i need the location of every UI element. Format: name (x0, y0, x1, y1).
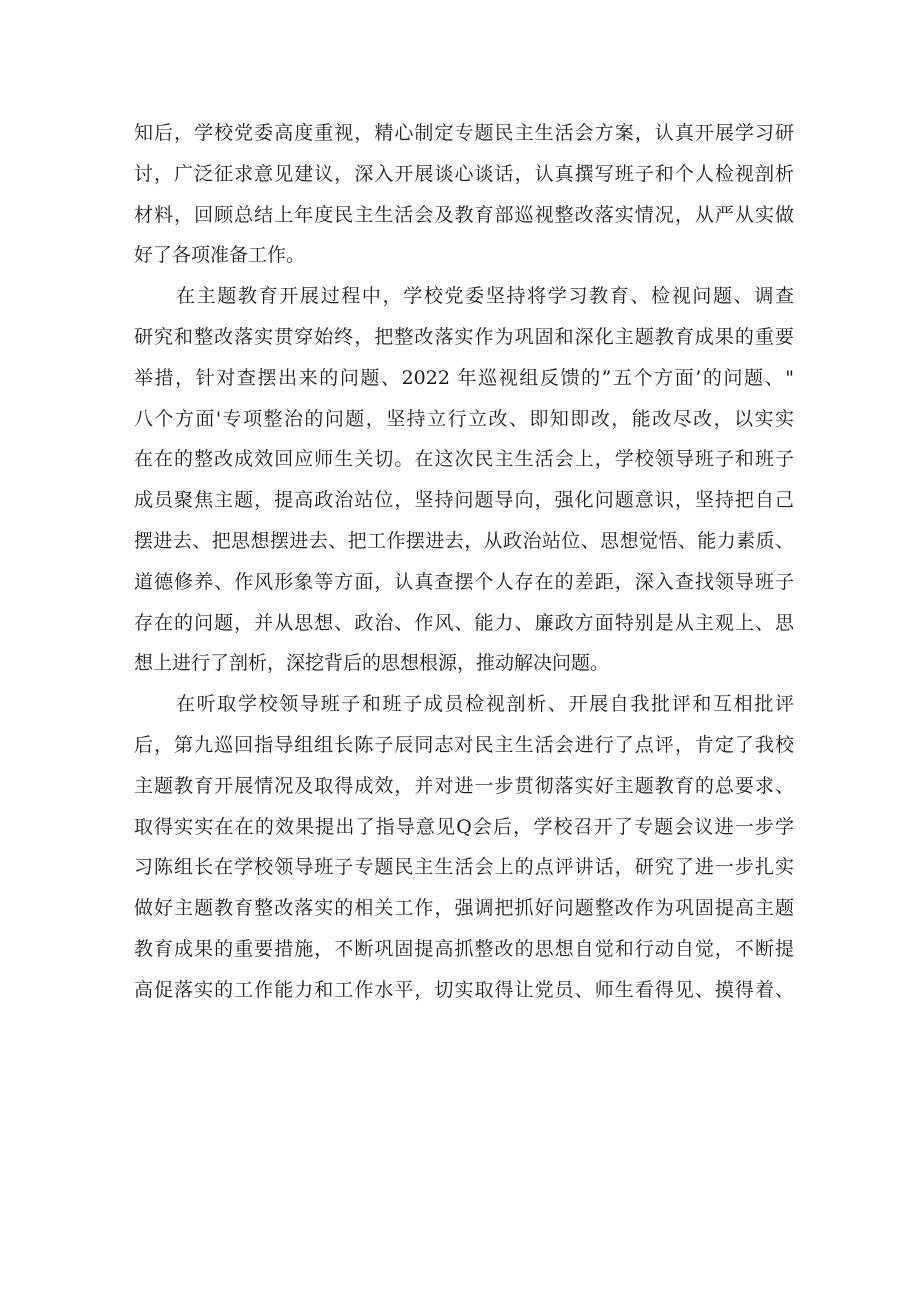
paragraph (134, 276, 794, 684)
text-line: 举措，针对查摆出来的问题、2022 年巡视组反馈的”五个方面’的问题、" (134, 366, 794, 389)
text-line: 讨，广泛征求意见建议，深入开展谈心谈话，认真撰写班子和个人检视剖析 (134, 162, 794, 185)
text-line: 好了各项准备工作。 (134, 244, 306, 267)
text-line: 研究和整改落实贯穿始终，把整改落实作为巩固和深化主题教育成果的重要 (134, 325, 794, 348)
text-line: 在听取学校领导班子和班子成员检视剖析、开展自我批评和互相批评 (176, 693, 794, 716)
text-line: 做好主题教育整改落实的相关工作，强调把抓好问题整改作为巩固提高主题 (134, 897, 794, 920)
text-line: 想上进行了剖析，深挖背后的思想根源，推动解决问题。 (134, 652, 610, 675)
text-line: 高促落实的工作能力和工作水平，切实取得让党员、师生看得见、摸得着、 (134, 978, 794, 1001)
document-body (134, 113, 794, 1011)
text-line: 知后，学校党委高度重视，精心制定专题民主生活会方案，认真开展学习研 (134, 122, 794, 144)
text-line: 在在的整改成效回应师生关切。在这次民主生活会上，学校领导班子和班子 (134, 448, 794, 471)
text-line: 主题教育开展情况及取得成效，并对进一步贯彻落实好主题教育的总要求、 (134, 774, 794, 797)
paragraph (134, 684, 794, 1010)
text-line: 在主题教育开展过程中，学校党委坚持将学习教育、检视问题、调查 (176, 285, 794, 308)
text-line: 习陈组长在学校领导班子专题民主生活会上的点评讲话，研究了进一步扎实 (134, 856, 794, 879)
text-line: 取得实实在在的效果提出了指导意见Q会后，学校召开了专题会议进一步学 (134, 815, 794, 838)
text-line: 存在的问题，并从思想、政治、作风、能力、廉政方面特别是从主观上、思 (134, 611, 794, 634)
text-line: 教育成果的重要措施，不断巩固提高抓整改的思想自觉和行动自觉，不断提 (134, 937, 794, 960)
paragraph (134, 113, 794, 276)
text-line: 材料，回顾总结上年度民主生活会及教育部巡视整改落实情况，从严从实做 (134, 203, 794, 226)
text-line: 道德修养、作风形象等方面，认真查摆个人存在的差距，深入查找领导班子 (134, 570, 794, 593)
text-line: 八个方面'专项整治的问题，坚持立行立改、即知即改，能改尽改，以实实 (134, 407, 794, 430)
text-line: 成员聚焦主题，提高政治站位，坚持问题导向，强化问题意识，坚持把自己 (134, 489, 794, 512)
text-line: 后，第九巡回指导组组长陈子辰同志对民主生活会进行了点评，肯定了我校 (134, 733, 794, 756)
text-line: 摆进去、把思想摆进去、把工作摆进去，从政治站位、思想觉悟、能力素质、 (134, 529, 794, 552)
